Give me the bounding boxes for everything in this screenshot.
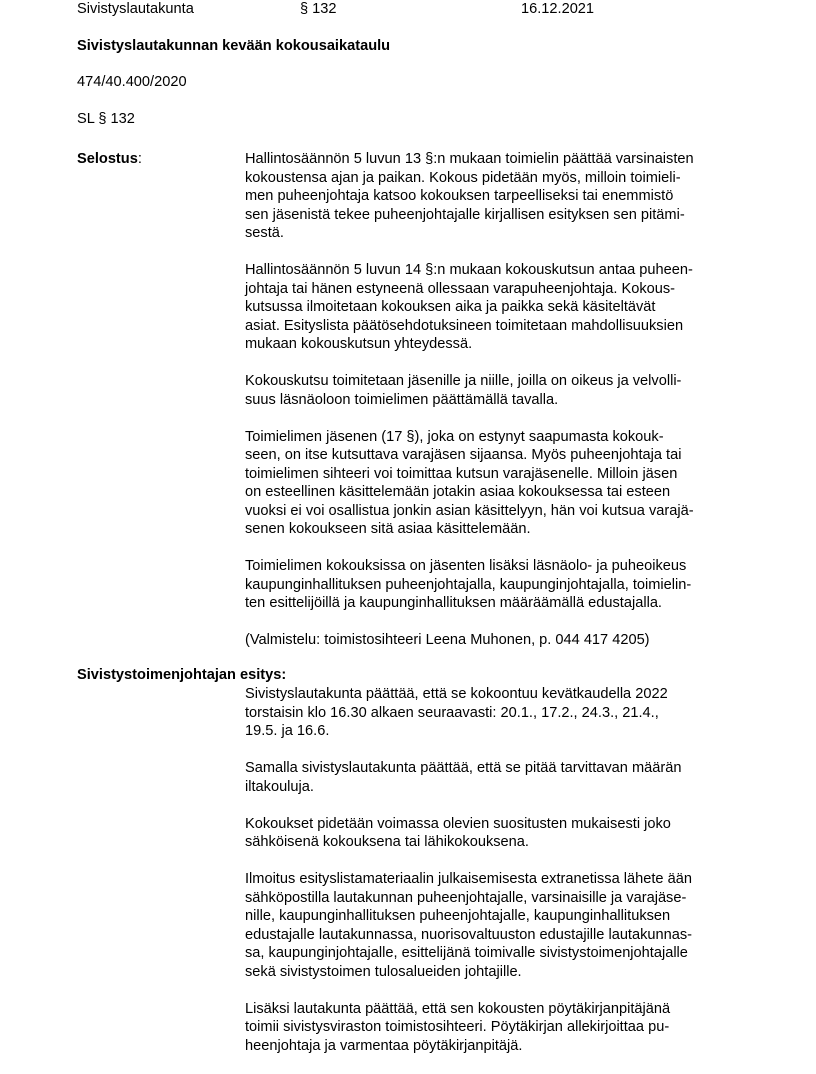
- text-line: ten esittelijöillä ja kaupunginhallituksen määräämällä edustajalla.: [245, 595, 662, 611]
- text-line: mukaan kokouskutsun yhteydessä.: [245, 336, 473, 352]
- text-line: iltakouluja.: [245, 778, 314, 795]
- paragraph: [245, 759, 745, 796]
- text-line: nille, kaupunginhallituksen puheenjohtajalle, kaupunginhallituksen: [245, 908, 671, 924]
- selostus-colon: :: [137, 151, 142, 167]
- text-line: men puheenjohtaja katsoo kokouksen tarpeelliseksi tai enemmistö: [245, 188, 674, 204]
- record-number: 474/40.400/2020: [77, 74, 187, 90]
- header-section: § 132: [300, 1, 337, 17]
- text-line: sestä.: [245, 225, 284, 241]
- text-line: Hallintosäännön 5 luvun 14 §:n mukaan kokouskutsun antaa puheen-: [245, 262, 693, 278]
- paragraph: [245, 685, 745, 741]
- text-line: torstaisin klo 16.30 alkaen seuraavasti: 20.1., 17.2., 24.3., 21.4.,: [245, 704, 659, 721]
- selostus-body: [245, 150, 745, 668]
- text-line: Hallintosäännön 5 luvun 13 §:n mukaan toimielin päättää varsinaisten: [245, 151, 694, 167]
- paragraph: [245, 372, 745, 409]
- paragraph: [245, 557, 745, 613]
- text-line: toimii sivistysviraston toimistosihteeri. Pöytäkirjan allekirjoittaa pu-: [245, 1019, 670, 1035]
- text-line: asiat. Esityslista päätösehdotuksineen toimitetaan mahdollisuuksien: [245, 317, 684, 334]
- header-organ: Sivistyslautakunta: [77, 1, 194, 17]
- paragraph: [245, 150, 745, 243]
- text-line: johtaja tai hänen estyneenä ollessaan varapuheenjohtaja. Kokous-: [245, 280, 676, 297]
- text-line: Toimielimen kokouksissa on jäsenten lisäksi läsnäolo- ja puheoikeus: [245, 558, 687, 574]
- text-line: senen kokoukseen sitä asiaa käsittelemään.: [245, 521, 531, 537]
- paragraph: [245, 631, 745, 650]
- selostus-heading: [77, 150, 142, 169]
- text-line: Ilmoitus esityslistamateriaalin julkaisemisesta extranetissa lähete ään: [245, 871, 692, 887]
- text-line: kaupunginhallituksen puheenjohtajalla, kaupunginjohtajalla, toimielin-: [245, 576, 692, 593]
- text-line: suus läsnäoloon toimielimen päättämällä tavalla.: [245, 391, 559, 408]
- text-line: vuoksi ei voi osallistua jonkin asian käsittelyyn, hän voi kutsua varajä-: [245, 502, 694, 519]
- text-line: seen, on itse kutsuttava varajäsen sijaansa. Myös puheenjohtaja tai: [245, 447, 682, 463]
- text-line: kutsussa ilmoitetaan kokouksen aika ja paikka sekä käsiteltävät: [245, 299, 656, 315]
- paragraph: [245, 261, 745, 354]
- text-line: on esteellinen käsittelemään jotakin asiaa kokouksessa tai esteen: [245, 484, 671, 500]
- text-line: (Valmistelu: toimistosihteeri Leena Muhonen, p. 044 417 4205): [245, 632, 650, 648]
- text-line: kokoustensa ajan ja paikan. Kokous pidetään myös, milloin toimieli-: [245, 169, 681, 186]
- esitys-heading: Sivistystoimenjohtajan esitys:: [77, 667, 287, 683]
- esitys-body: [245, 685, 745, 1074]
- text-line: 19.5. ja 16.6.: [245, 723, 330, 739]
- paragraph: [245, 428, 745, 539]
- text-line: Samalla sivistyslautakunta päättää, että se pitää tarvittavan määrän: [245, 760, 682, 776]
- text-line: edustajalle lautakunnassa, nuorisovaltuuston edustajille lautakunnas-: [245, 926, 693, 943]
- text-line: Sivistyslautakunta päättää, että se kokoontuu kevätkaudella 2022: [245, 686, 668, 702]
- reference: SL § 132: [77, 111, 135, 127]
- text-line: Lisäksi lautakunta päättää, että sen kokousten pöytäkirjanpitäjänä: [245, 1000, 671, 1017]
- paragraph: [245, 815, 745, 852]
- text-line: Kokoukset pidetään voimassa olevien suositusten mukaisesti joko: [245, 815, 671, 832]
- text-line: sähköpostilla lautakunnan puheenjohtajalle, varsinaisille ja varajäse-: [245, 889, 687, 906]
- text-line: Toimielimen jäsenen (17 §), joka on estynyt saapumasta kokouk-: [245, 428, 664, 445]
- header-date: 16.12.2021: [521, 1, 595, 17]
- text-line: sen jäsenistä tekee puheenjohtajalle kirjallisen esityksen sen pitämi-: [245, 206, 685, 223]
- paragraph: [245, 1000, 745, 1056]
- paragraph: [245, 870, 745, 981]
- text-line: sähköisenä kokouksena tai lähikokouksena.: [245, 834, 529, 850]
- text-line: sekä sivistystoimen tulosalueiden johtajille.: [245, 963, 522, 980]
- selostus-label: Selostus: [77, 151, 138, 167]
- text-line: Kokouskutsu toimitetaan jäsenille ja niille, joilla on oikeus ja velvolli-: [245, 373, 682, 389]
- text-line: heenjohtaja ja varmentaa pöytäkirjanpitäjä.: [245, 1037, 523, 1054]
- document-title: Sivistyslautakunnan kevään kokousaikataulu: [77, 38, 391, 54]
- text-line: sa, kaupunginjohtajalle, esittelijänä toimivalle sivistystoimenjohtajalle: [245, 945, 688, 961]
- text-line: toimielimen sihteeri voi toimittaa kutsun varajäsenelle. Milloin jäsen: [245, 465, 678, 482]
